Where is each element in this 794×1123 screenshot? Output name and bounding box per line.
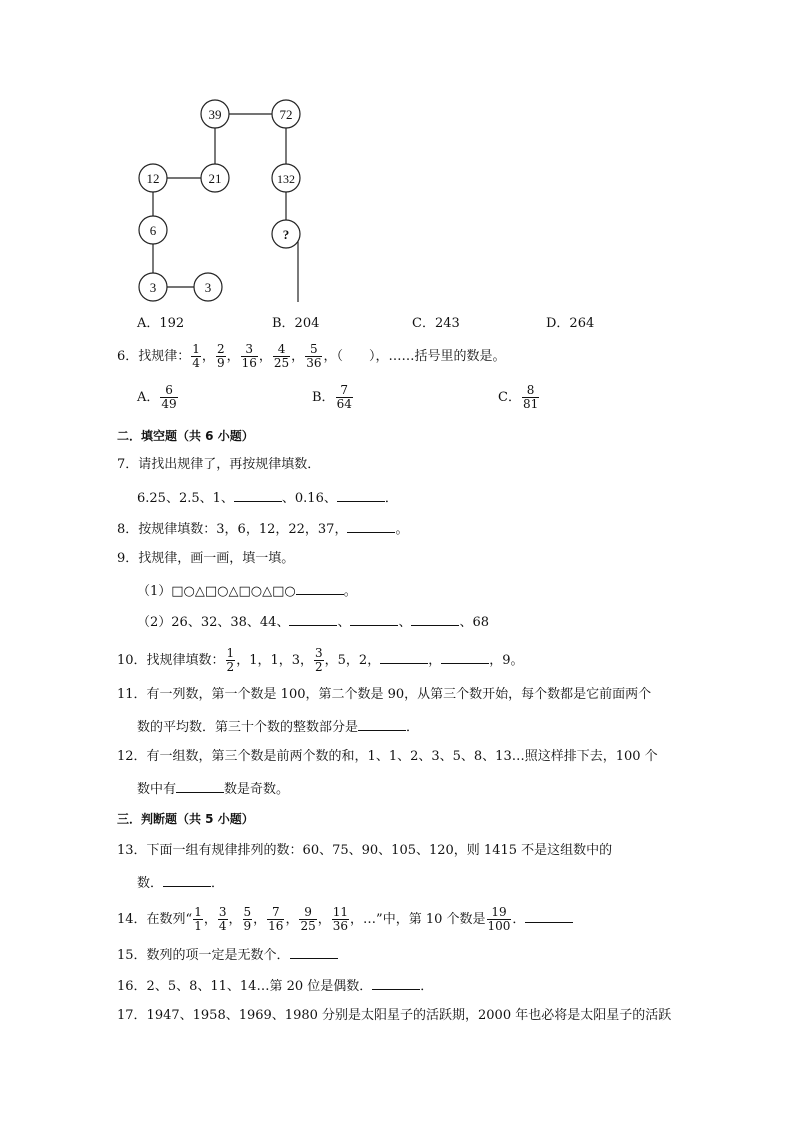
node-label: 39 [208,107,222,122]
answer-blank[interactable] [358,716,406,731]
node-label: ? [282,227,290,242]
node-label: 6 [149,223,157,238]
answer-blank[interactable] [337,487,385,502]
question-11-line-1: 11．有一列数，第一个数是 100，第二个数是 90，从第三个数开始，每个数都是它前面两个 [117,687,652,702]
answer-blank[interactable] [380,649,428,664]
section-heading-true-false: 三．判断题（共 5 小题） [117,812,254,826]
question-13-line-1: 13．下面一组有规律排列的数：60、75、90、105、120，则 1415 不是这组数中的 [117,843,613,858]
question-12-line-1: 12．有一组数，第三个数是前两个数的和，1、1、2、3、5、8、13…照这样排下去，100 个 [117,749,658,764]
node-label: 3 [149,280,157,295]
fraction: $\frac{9}{25}$ [300,905,316,933]
node-label: 21 [208,171,222,186]
question-6: 6．找规律： $\frac{1}{4}$ ， $\frac{2}{9}$ ， $\frac{3}{16}$ ， $\frac{4}{25}$ ， $\frac{5}{36}$ ，（ ），……括号里的数是。 [117,342,506,370]
fraction: $\frac{1}{1}$ [194,905,202,933]
fraction: $\frac{3}{2}$ [315,646,323,674]
question-9: 9．找规律，画一画，填一填。 [117,551,295,566]
answer-blank[interactable] [441,649,489,664]
question-9-part-1: （1）□○△□○△□○△□○ 。 [137,580,357,602]
q5-option-c[interactable]: C．243 [412,316,460,331]
answer-blank[interactable] [411,611,459,626]
answer-blank[interactable] [347,518,395,533]
question-9-part-2: （2）26、32、38、44、 、 、 、68 [137,611,489,633]
answer-blank[interactable] [372,975,420,990]
question-7-sequence: 6.25、2.5、1、 、0.16、 ． [137,487,398,509]
fraction: $\frac{19}{100}$ [487,905,511,933]
fraction: $\frac{5}{36}$ [306,342,322,370]
fraction: $\frac{1}{4}$ [192,342,200,370]
fraction: $\frac{3}{16}$ [241,342,257,370]
fraction: $\frac{1}{2}$ [226,646,235,674]
question-13-line-2: 数． ． [137,872,224,894]
answer-blank[interactable] [350,611,398,626]
question-15: 15．数列的项一定是无数个． [117,944,338,966]
q6-option-c[interactable]: C． $\frac{8}{81}$ [498,383,539,411]
fraction: $\frac{11}{36}$ [332,905,349,933]
node-label: 72 [279,107,293,122]
fraction: $\frac{7}{16}$ [268,905,284,933]
answer-blank[interactable] [176,778,224,793]
q6-paren: ，（ ），……括号里的数是。 [323,349,506,364]
question-17: 17．1947、1958、1969、1980 分别是太阳星子的活跃期，2000 年也必将是太阳星子的活跃 [117,1008,672,1023]
question-10: 10．找规律填数： $\frac{1}{2}$ ，1，1，3， $\frac{3}{2}$ ，5，2， ， ，9。 [117,646,524,674]
question-16: 16．2、5、8、11、14…第 20 位是偶数． ． [117,975,433,997]
answer-blank[interactable] [296,580,344,595]
node-label: 3 [204,280,212,295]
fraction: $\frac{3}{4}$ [218,905,227,933]
q6-option-b[interactable]: B． $\frac{7}{64}$ [312,383,352,411]
answer-blank[interactable] [163,872,211,887]
fraction: $\frac{5}{9}$ [243,905,252,933]
question-14: 14．在数列“ $\frac{1}{1}$ ， $\frac{3}{4}$ ， $\frac{5}{9}$ ， $\frac{7}{16}$ ， $\frac{9}{25}$ ， $\frac{11}{36}$ ，…”中，第 10 个数是 $\frac{19}{100}$ ． [117,906,573,933]
answer-blank[interactable] [525,908,573,923]
q5-option-b[interactable]: B．204 [272,316,320,331]
node-label: 132 [277,172,295,186]
answer-blank[interactable] [290,944,338,959]
question-7: 7．请找出规律了，再按规律填数． [117,457,321,472]
question-12-line-2: 数中有 数是奇数。 [137,778,289,800]
number-path-diagram [0,0,794,320]
q5-option-d[interactable]: D．264 [546,316,595,331]
q6-option-a[interactable]: A． $\frac{6}{49}$ [137,383,177,411]
section-heading-fill-in: 二．填空题（共 6 小题） [117,429,254,443]
connector-lines [153,114,298,302]
answer-blank[interactable] [289,611,337,626]
question-8: 8．按规律填数：3，6，12，22，37， 。 [117,518,408,540]
q6-prefix: 6．找规律： [117,349,191,364]
answer-blank[interactable] [234,487,282,502]
q5-option-a[interactable]: A．192 [137,316,185,331]
node-label: 12 [146,171,160,186]
fraction: $\frac{2}{9}$ [216,342,225,370]
fraction: $\frac{4}{25}$ [273,342,290,370]
question-11-line-2: 数的平均数．第三十个数的整数部分是 ． [137,716,419,738]
